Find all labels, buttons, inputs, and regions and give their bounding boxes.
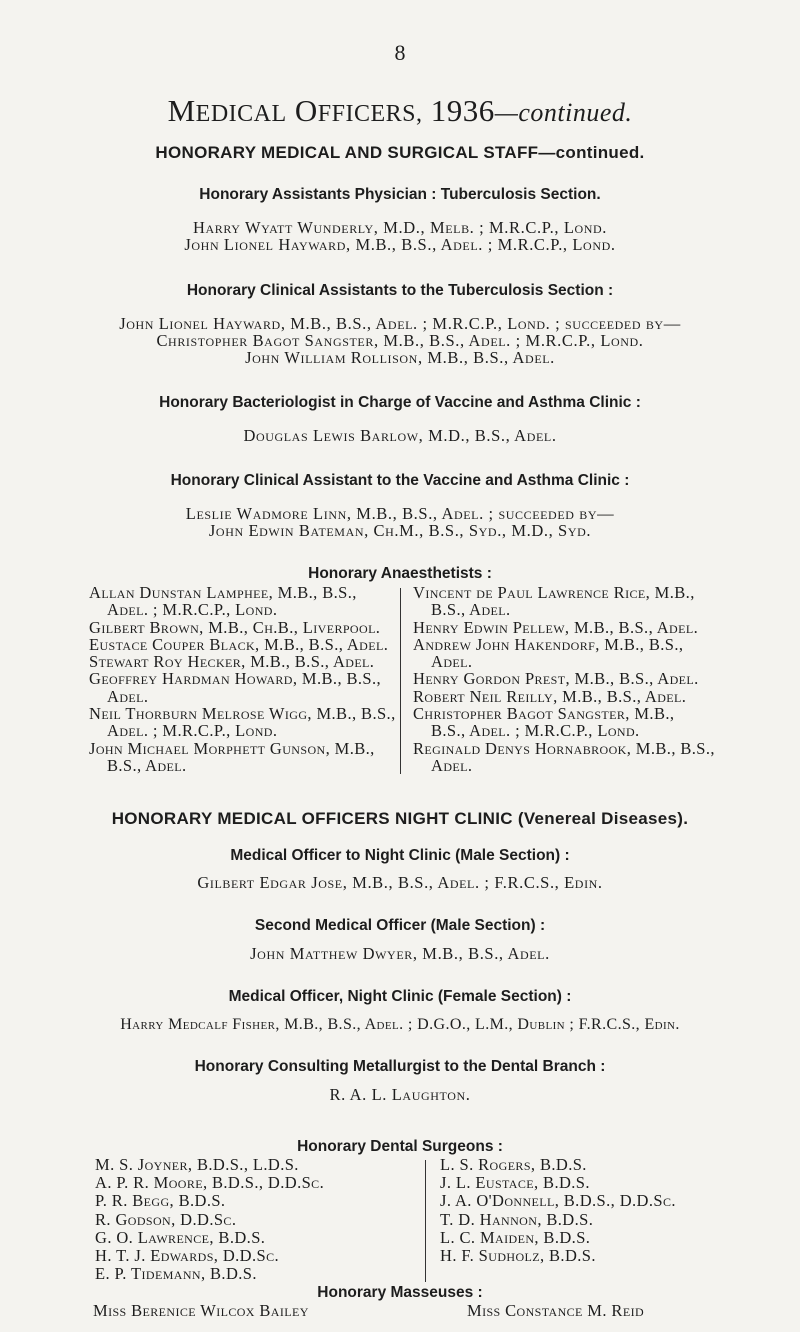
heading-night-male: Medical Officer to Night Clinic (Male Section) :	[230, 847, 570, 864]
name-line: John Michael Morphett Gunson, M.B.,	[89, 738, 375, 758]
name-line: Adel. ; M.R.C.P., Lond.	[107, 600, 278, 620]
name-line: Henry Gordon Prest, M.B., B.S., Adel.	[413, 669, 699, 689]
name-line: Eustace Couper Black, M.B., B.S., Adel.	[89, 634, 389, 654]
name-line: A. P. R. Moore, B.D.S., D.D.Sc.	[95, 1173, 325, 1193]
anaesthetists-right-column	[413, 584, 715, 774]
name-line: Harry Wyatt Wunderly, M.D., Melb. ; M.R.C.P., Lond.	[192, 218, 608, 237]
name-line: L. C. Maiden, B.D.S.	[440, 1227, 591, 1247]
name-line: Gilbert Edgar Jose, M.B., B.S., Adel. ; F.R.C.S., Edin.	[197, 873, 603, 892]
heading-honorary-staff: HONORARY MEDICAL AND SURGICAL STAFF—continued.	[155, 143, 645, 162]
name-line: Stewart Roy Hecker, M.B., B.S., Adel.	[89, 652, 375, 672]
heading-night-clinic: HONORARY MEDICAL OFFICERS NIGHT CLINIC (Venereal Diseases).	[111, 809, 689, 828]
name-line: M. S. Joyner, B.D.S., L.D.S.	[95, 1155, 299, 1174]
name-line: John William Rollison, M.B., B.S., Adel.	[245, 348, 555, 367]
name-line: Gilbert Brown, M.B., Ch.B., Liverpool.	[89, 617, 381, 637]
name-line: John Matthew Dwyer, M.B., B.S., Adel.	[250, 944, 550, 963]
name-line: John Edwin Bateman, Ch.M., B.S., Syd., M.D., Syd.	[208, 521, 592, 540]
heading-night-male-second: Second Medical Officer (Male Section) :	[254, 917, 546, 934]
name-line: Geoffrey Hardman Howard, M.B., B.S.,	[89, 669, 382, 689]
name-line: Adel.	[431, 652, 473, 672]
name-line: T. D. Hannon, B.D.S.	[440, 1209, 594, 1229]
page-number: 8	[394, 40, 406, 65]
name-line: H. F. Sudholz, B.D.S.	[440, 1246, 596, 1266]
heading-night-female: Medical Officer, Night Clinic (Female Section) :	[228, 988, 572, 1005]
name-line: H. T. J. Edwards, D.D.Sc.	[95, 1246, 280, 1266]
masseuse-left: Miss Berenice Wilcox Bailey	[93, 1301, 309, 1320]
name-line: Reginald Denys Hornabrook, M.B., B.S.,	[413, 738, 715, 758]
name-line: Neil Thorburn Melrose Wigg, M.B., B.S.,	[89, 704, 396, 724]
name-line: Allan Dunstan Lamphee, M.B., B.S.,	[89, 583, 357, 602]
heading-metallurgist: Honorary Consulting Metallurgist to the Dental Branch :	[194, 1058, 606, 1075]
name-line: R. A. L. Laughton.	[329, 1085, 471, 1104]
name-line: John Lionel Hayward, M.B., B.S., Adel. ; M.R.C.P., Lond. ; succeeded by—	[119, 314, 681, 333]
name-line: Christopher Bagot Sangster, M.B., B.S., Adel. ; M.R.C.P., Lond.	[156, 331, 644, 350]
name-line: B.S., Adel. ; M.R.C.P., Lond.	[431, 721, 640, 741]
title-rest-1: EDICAL	[195, 101, 287, 127]
heading-assistant-physician-tb: Honorary Assistants Physician : Tuberculosis Section.	[199, 186, 601, 203]
column-divider	[425, 1160, 426, 1282]
masseuse-right: Miss Constance M. Reid	[467, 1301, 645, 1320]
name-line: John Lionel Hayward, M.B., B.S., Adel. ; M.R.C.P., Lond.	[184, 235, 616, 254]
column-divider	[400, 588, 401, 774]
title-cap-2: O	[294, 93, 318, 128]
heading-clinical-assistants-tb: Honorary Clinical Assistants to the Tuberculosis Section :	[186, 282, 614, 299]
title-rest-2: FFICERS,	[317, 101, 423, 127]
heading-anaesthetists: Honorary Anaesthetists :	[308, 565, 492, 582]
name-line: B.S., Adel.	[107, 755, 187, 775]
dental-left-column	[95, 1156, 324, 1283]
name-line: Vincent de Paul Lawrence Rice, M.B.,	[413, 583, 695, 602]
title-cap-1: M	[167, 93, 196, 128]
name-line: B.S., Adel.	[431, 600, 511, 620]
name-line: J. L. Eustace, B.D.S.	[440, 1173, 590, 1193]
name-line: P. R. Begg, B.D.S.	[95, 1191, 226, 1211]
dental-right-column	[440, 1156, 676, 1265]
name-line: Harry Medcalf Fisher, M.B., B.S., Adel. ; D.G.O., L.M., Dublin ; F.R.C.S., Edin.	[120, 1016, 680, 1033]
name-line: Andrew John Hakendorf, M.B., B.S.,	[413, 634, 684, 654]
name-line: L. S. Rogers, B.D.S.	[440, 1155, 587, 1174]
name-line: E. P. Tidemann, B.D.S.	[95, 1264, 257, 1284]
heading-vaccine-clinic: Honorary Clinical Assistant to the Vaccine and Asthma Clinic :	[170, 472, 630, 489]
page-title	[0, 93, 800, 129]
name-line: Henry Edwin Pellew, M.B., B.S., Adel.	[413, 617, 699, 637]
name-line: Leslie Wadmore Linn, M.B., B.S., Adel. ; succeeded by—	[185, 504, 615, 523]
name-line: Adel.	[431, 755, 473, 775]
heading-dental-surgeons: Honorary Dental Surgeons :	[297, 1138, 503, 1155]
name-line: Adel.	[107, 686, 149, 706]
name-line: J. A. O'Donnell, B.D.S., D.D.Sc.	[440, 1191, 676, 1211]
anaesthetists-left-column	[89, 584, 396, 774]
name-line: G. O. Lawrence, B.D.S.	[95, 1227, 266, 1247]
name-line: Douglas Lewis Barlow, M.D., B.S., Adel.	[243, 426, 557, 445]
name-line: Christopher Bagot Sangster, M.B.,	[413, 704, 675, 724]
title-year: 1936	[430, 93, 495, 128]
name-line: R. Godson, D.D.Sc.	[95, 1209, 237, 1229]
heading-masseuses: Honorary Masseuses :	[317, 1284, 483, 1301]
name-line: Robert Neil Reilly, M.B., B.S., Adel.	[413, 686, 687, 706]
title-continued: —continued.	[494, 98, 633, 127]
name-line: Adel. ; M.R.C.P., Lond.	[107, 721, 278, 741]
heading-bacteriologist: Honorary Bacteriologist in Charge of Vaccine and Asthma Clinic :	[159, 394, 641, 411]
